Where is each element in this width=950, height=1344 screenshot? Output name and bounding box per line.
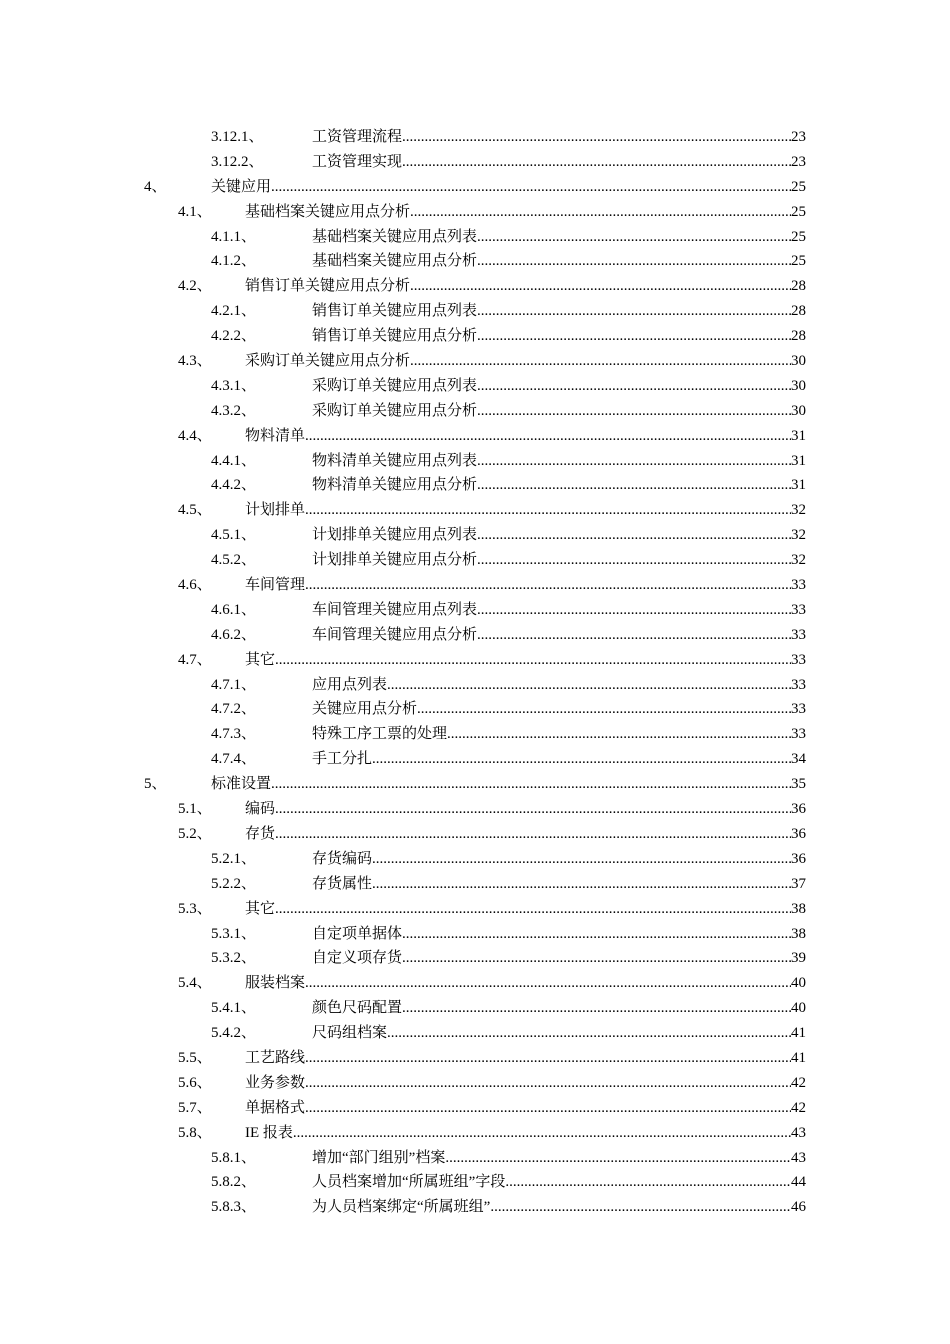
toc-page-number: 31 xyxy=(791,452,806,469)
toc-number: 4.3.2、 xyxy=(211,402,257,419)
dot-leader xyxy=(477,449,791,474)
dot-leader xyxy=(477,299,791,324)
toc-entry[interactable] xyxy=(0,573,950,598)
toc-title: 尺码组档案 xyxy=(312,1025,388,1042)
dot-leader xyxy=(477,374,791,399)
toc-number: 5.3、 xyxy=(178,900,212,917)
dot-leader xyxy=(305,573,791,598)
toc-title: 车间管理 xyxy=(245,577,306,594)
toc-title: 采购订单关键应用点分析 xyxy=(312,402,478,419)
toc-line xyxy=(312,1021,806,1046)
toc-title: 物料清单 xyxy=(245,427,306,444)
toc-number: 4.3、 xyxy=(178,353,212,370)
toc-title: 为人员档案绑定“所属班组” xyxy=(312,1199,491,1216)
toc-line xyxy=(312,1146,806,1171)
toc-title: 车间管理关键应用点列表 xyxy=(312,601,478,618)
toc-page-number: 37 xyxy=(791,875,806,892)
toc-page-number: 36 xyxy=(791,850,806,867)
dot-leader xyxy=(305,1071,791,1096)
toc-line xyxy=(312,1170,806,1195)
toc-line xyxy=(211,772,806,797)
toc-number: 4.7、 xyxy=(178,651,212,668)
toc-number: 4.6、 xyxy=(178,577,212,594)
toc-title: 其它 xyxy=(245,651,276,668)
toc-page-number: 23 xyxy=(791,129,806,145)
toc-entry[interactable] xyxy=(0,772,950,797)
toc-entry[interactable] xyxy=(0,648,950,673)
toc-title: 计划排单 xyxy=(245,502,306,519)
dot-leader xyxy=(445,1146,791,1171)
toc-page-number: 28 xyxy=(791,328,806,345)
toc-number: 4.1.2、 xyxy=(211,253,257,270)
toc-number: 4.5.2、 xyxy=(211,552,257,569)
toc-line xyxy=(245,1046,806,1071)
toc-title: 人员档案增加“所属班组”字段 xyxy=(312,1174,506,1191)
toc-title: 特殊工序工票的处理 xyxy=(312,726,448,743)
toc-line xyxy=(245,274,806,299)
toc-number: 5.7、 xyxy=(178,1099,212,1116)
toc-line xyxy=(312,922,806,947)
toc-line xyxy=(245,573,806,598)
dot-leader xyxy=(477,399,791,424)
toc-entry[interactable] xyxy=(0,1121,950,1146)
toc-entry[interactable] xyxy=(0,548,950,573)
toc-line xyxy=(245,424,806,449)
dot-leader xyxy=(402,150,791,175)
toc-title: 标准设置 xyxy=(211,776,272,793)
toc-title: 销售订单关键应用点列表 xyxy=(312,303,478,320)
toc-entry[interactable] xyxy=(0,673,950,698)
dot-leader xyxy=(305,971,791,996)
dot-leader xyxy=(402,996,791,1021)
toc-number: 4.6.2、 xyxy=(211,626,257,643)
toc-line xyxy=(312,623,806,648)
dot-leader xyxy=(477,249,791,274)
toc-page-number: 42 xyxy=(791,1099,806,1116)
toc-title: 工艺路线 xyxy=(245,1049,306,1066)
toc-page-number: 35 xyxy=(791,776,806,793)
dot-leader xyxy=(477,523,791,548)
toc-entry[interactable] xyxy=(0,399,950,424)
toc-page-number: 42 xyxy=(791,1074,806,1091)
toc-number: 5.6、 xyxy=(178,1074,212,1091)
toc-page-number: 33 xyxy=(791,601,806,618)
dot-leader xyxy=(275,822,791,847)
toc-line xyxy=(312,473,806,498)
toc-title: 增加“部门组别”档案 xyxy=(312,1149,446,1166)
toc-line xyxy=(312,324,806,349)
dot-leader xyxy=(477,623,791,648)
toc-page-number: 25 xyxy=(791,178,806,195)
toc-entry[interactable] xyxy=(0,897,950,922)
toc-title: 基础档案关键应用点列表 xyxy=(312,228,478,245)
toc-page-number: 31 xyxy=(791,477,806,494)
toc-page-number: 40 xyxy=(791,1000,806,1017)
toc-entry[interactable] xyxy=(0,946,950,971)
toc-page-number: 33 xyxy=(791,726,806,743)
toc-entry[interactable] xyxy=(0,498,950,523)
toc-line xyxy=(312,847,806,872)
toc-line xyxy=(245,648,806,673)
toc-number: 4.5.1、 xyxy=(211,527,257,544)
toc-title: 计划排单关键应用点列表 xyxy=(312,527,478,544)
dot-leader xyxy=(402,125,791,150)
toc-line xyxy=(312,374,806,399)
toc-title: 工资管理实现 xyxy=(312,153,403,170)
toc-title: 服装档案 xyxy=(245,975,306,992)
toc-entry[interactable] xyxy=(0,996,950,1021)
dot-leader xyxy=(477,548,791,573)
toc-page-number: 25 xyxy=(791,253,806,270)
dot-leader xyxy=(490,1195,791,1220)
toc-page-number: 46 xyxy=(791,1199,806,1216)
toc-entry[interactable] xyxy=(0,1146,950,1171)
table-of-contents xyxy=(0,125,950,1220)
toc-line xyxy=(312,946,806,971)
toc-entry[interactable] xyxy=(0,175,950,200)
dot-leader xyxy=(271,772,791,797)
toc-entry[interactable] xyxy=(0,872,950,897)
toc-title: 其它 xyxy=(245,900,276,917)
toc-line xyxy=(245,797,806,822)
toc-line xyxy=(312,872,806,897)
toc-line xyxy=(245,498,806,523)
dot-leader xyxy=(275,897,791,922)
toc-number: 5.3.1、 xyxy=(211,925,257,942)
toc-entry[interactable] xyxy=(0,150,950,175)
dot-leader xyxy=(505,1170,791,1195)
toc-entry[interactable] xyxy=(0,225,950,250)
dot-leader xyxy=(372,847,791,872)
toc-page-number: 33 xyxy=(791,676,806,693)
toc-line xyxy=(312,150,806,175)
toc-page-number: 23 xyxy=(791,153,806,170)
toc-page-number: 41 xyxy=(791,1025,806,1042)
toc-number: 4.2、 xyxy=(178,278,212,295)
dot-leader xyxy=(402,946,791,971)
dot-leader xyxy=(372,872,791,897)
dot-leader xyxy=(410,200,791,225)
toc-line xyxy=(245,897,806,922)
toc-entry[interactable] xyxy=(0,922,950,947)
toc-page-number: 38 xyxy=(791,900,806,917)
dot-leader xyxy=(275,797,791,822)
toc-number: 4.4.1、 xyxy=(211,452,257,469)
toc-title: 存货 xyxy=(245,825,276,842)
dot-leader xyxy=(305,498,791,523)
toc-page-number: 43 xyxy=(791,1149,806,1166)
toc-entry[interactable] xyxy=(0,598,950,623)
toc-line xyxy=(245,1121,806,1146)
dot-leader xyxy=(305,1046,791,1071)
toc-line xyxy=(312,548,806,573)
toc-number: 4.2.1、 xyxy=(211,303,257,320)
toc-entry[interactable] xyxy=(0,822,950,847)
toc-title: 物料清单关键应用点分析 xyxy=(312,477,478,494)
dot-leader xyxy=(477,324,791,349)
toc-page-number: 33 xyxy=(791,701,806,718)
toc-entry[interactable] xyxy=(0,324,950,349)
toc-number: 4.7.1、 xyxy=(211,676,257,693)
toc-page-number: 28 xyxy=(791,278,806,295)
toc-number: 4.5、 xyxy=(178,502,212,519)
toc-title: 计划排单关键应用点分析 xyxy=(312,552,478,569)
toc-line xyxy=(312,1195,806,1220)
toc-entry[interactable] xyxy=(0,1170,950,1195)
toc-number: 5.2、 xyxy=(178,825,212,842)
toc-title: 自定项单据体 xyxy=(312,925,403,942)
toc-title: 车间管理关键应用点分析 xyxy=(312,626,478,643)
toc-entry[interactable] xyxy=(0,697,950,722)
toc-entry[interactable] xyxy=(0,1071,950,1096)
toc-number: 5.4.2、 xyxy=(211,1025,257,1042)
dot-leader xyxy=(305,1096,791,1121)
toc-page-number: 30 xyxy=(791,377,806,394)
toc-number: 5.1、 xyxy=(178,801,212,818)
toc-page-number: 31 xyxy=(791,427,806,444)
toc-entry[interactable] xyxy=(0,200,950,225)
toc-entry[interactable] xyxy=(0,847,950,872)
toc-page-number: 32 xyxy=(791,527,806,544)
toc-number: 4.7.4、 xyxy=(211,751,257,768)
dot-leader xyxy=(477,598,791,623)
dot-leader xyxy=(293,1121,791,1146)
toc-entry[interactable] xyxy=(0,449,950,474)
toc-title: 基础档案关键应用点分析 xyxy=(245,203,411,220)
toc-number: 5.8.3、 xyxy=(211,1199,257,1216)
toc-page-number: 34 xyxy=(791,751,806,768)
toc-line xyxy=(312,225,806,250)
toc-entry[interactable] xyxy=(0,125,950,150)
toc-entry[interactable] xyxy=(0,1021,950,1046)
toc-entry[interactable] xyxy=(0,299,950,324)
toc-number: 5.4.1、 xyxy=(211,1000,257,1017)
toc-line xyxy=(312,697,806,722)
toc-title: 业务参数 xyxy=(245,1074,306,1091)
dot-leader xyxy=(402,922,791,947)
toc-number: 5.4、 xyxy=(178,975,212,992)
toc-page-number: 40 xyxy=(791,975,806,992)
toc-entry[interactable] xyxy=(0,424,950,449)
toc-entry[interactable] xyxy=(0,249,950,274)
toc-title: 颜色尺码配置 xyxy=(312,1000,403,1017)
toc-number: 5.8.2、 xyxy=(211,1174,257,1191)
toc-page-number: 33 xyxy=(791,577,806,594)
toc-number: 4.6.1、 xyxy=(211,601,257,618)
toc-entry[interactable] xyxy=(0,797,950,822)
toc-page-number: 32 xyxy=(791,552,806,569)
toc-entry[interactable] xyxy=(0,473,950,498)
toc-entry[interactable] xyxy=(0,971,950,996)
toc-number: 4、 xyxy=(144,178,167,195)
dot-leader xyxy=(387,1021,791,1046)
toc-entry[interactable] xyxy=(0,374,950,399)
toc-page-number: 30 xyxy=(791,402,806,419)
toc-line xyxy=(312,722,806,747)
toc-line xyxy=(245,822,806,847)
toc-title: 存货编码 xyxy=(312,850,373,867)
toc-line xyxy=(312,996,806,1021)
dot-leader xyxy=(410,349,791,374)
toc-title: 物料清单关键应用点列表 xyxy=(312,452,478,469)
dot-leader xyxy=(387,673,791,698)
toc-title: 关键应用 xyxy=(211,178,272,195)
toc-number: 4.4、 xyxy=(178,427,212,444)
toc-number: 4.4.2、 xyxy=(211,477,257,494)
toc-line xyxy=(312,598,806,623)
toc-line xyxy=(245,1071,806,1096)
toc-title: 存货属性 xyxy=(312,875,373,892)
dot-leader xyxy=(477,473,791,498)
toc-page-number: 39 xyxy=(791,950,806,967)
dot-leader xyxy=(271,175,791,200)
toc-line xyxy=(245,200,806,225)
toc-title: 自定义项存货 xyxy=(312,950,403,967)
toc-line xyxy=(211,175,806,200)
toc-entry[interactable] xyxy=(0,623,950,648)
dot-leader xyxy=(417,697,791,722)
toc-title: 编码 xyxy=(245,801,276,818)
toc-number: 3.12.2、 xyxy=(211,153,264,170)
dot-leader xyxy=(410,274,791,299)
dot-leader xyxy=(477,225,791,250)
toc-title: 工资管理流程 xyxy=(312,129,403,145)
toc-page-number: 36 xyxy=(791,801,806,818)
toc-entry[interactable] xyxy=(0,747,950,772)
toc-page-number: 25 xyxy=(791,228,806,245)
toc-page-number: 30 xyxy=(791,353,806,370)
toc-title: 应用点列表 xyxy=(312,676,388,693)
toc-number: 5.8、 xyxy=(178,1124,212,1141)
dot-leader xyxy=(372,747,791,772)
toc-number: 4.3.1、 xyxy=(211,377,257,394)
toc-number: 4.7.3、 xyxy=(211,726,257,743)
toc-title: 关键应用点分析 xyxy=(312,701,418,718)
toc-page-number: 32 xyxy=(791,502,806,519)
toc-number: 5.2.2、 xyxy=(211,875,257,892)
toc-page-number: 33 xyxy=(791,651,806,668)
toc-number: 5.5、 xyxy=(178,1049,212,1066)
toc-number: 4.1.1、 xyxy=(211,228,257,245)
toc-page-number: 33 xyxy=(791,626,806,643)
toc-line xyxy=(312,125,806,150)
toc-number: 5、 xyxy=(144,776,167,793)
toc-title: IE 报表 xyxy=(245,1124,293,1141)
toc-page-number: 44 xyxy=(791,1174,806,1191)
toc-page-number: 43 xyxy=(791,1124,806,1141)
toc-page-number: 28 xyxy=(791,303,806,320)
toc-number: 4.1、 xyxy=(178,203,212,220)
toc-number: 4.7.2、 xyxy=(211,701,257,718)
dot-leader xyxy=(275,648,791,673)
toc-line xyxy=(312,449,806,474)
toc-entry[interactable] xyxy=(0,523,950,548)
toc-line xyxy=(312,399,806,424)
toc-line xyxy=(312,523,806,548)
toc-number: 3.12.1、 xyxy=(211,129,264,145)
toc-entry[interactable] xyxy=(0,1096,950,1121)
toc-line xyxy=(312,299,806,324)
toc-entry[interactable] xyxy=(0,1195,950,1220)
toc-line xyxy=(245,349,806,374)
toc-title: 单据格式 xyxy=(245,1099,306,1116)
toc-page-number: 41 xyxy=(791,1049,806,1066)
toc-entry[interactable] xyxy=(0,349,950,374)
toc-title: 采购订单关键应用点列表 xyxy=(312,377,478,394)
toc-entry[interactable] xyxy=(0,274,950,299)
toc-title: 手工分扎 xyxy=(312,751,373,768)
toc-line xyxy=(312,249,806,274)
toc-line xyxy=(312,747,806,772)
toc-title: 基础档案关键应用点分析 xyxy=(312,253,478,270)
toc-line xyxy=(312,673,806,698)
dot-leader xyxy=(305,424,791,449)
toc-number: 5.2.1、 xyxy=(211,850,257,867)
toc-title: 销售订单关键应用点分析 xyxy=(312,328,478,345)
toc-number: 5.3.2、 xyxy=(211,950,257,967)
toc-title: 销售订单关键应用点分析 xyxy=(245,278,411,295)
toc-page-number: 38 xyxy=(791,925,806,942)
toc-number: 5.8.1、 xyxy=(211,1149,257,1166)
toc-page-number: 36 xyxy=(791,825,806,842)
toc-line xyxy=(245,971,806,996)
dot-leader xyxy=(447,722,791,747)
toc-page-number: 25 xyxy=(791,203,806,220)
toc-entry[interactable] xyxy=(0,722,950,747)
toc-line xyxy=(245,1096,806,1121)
toc-entry[interactable] xyxy=(0,1046,950,1071)
toc-number: 4.2.2、 xyxy=(211,328,257,345)
toc-title: 采购订单关键应用点分析 xyxy=(245,353,411,370)
